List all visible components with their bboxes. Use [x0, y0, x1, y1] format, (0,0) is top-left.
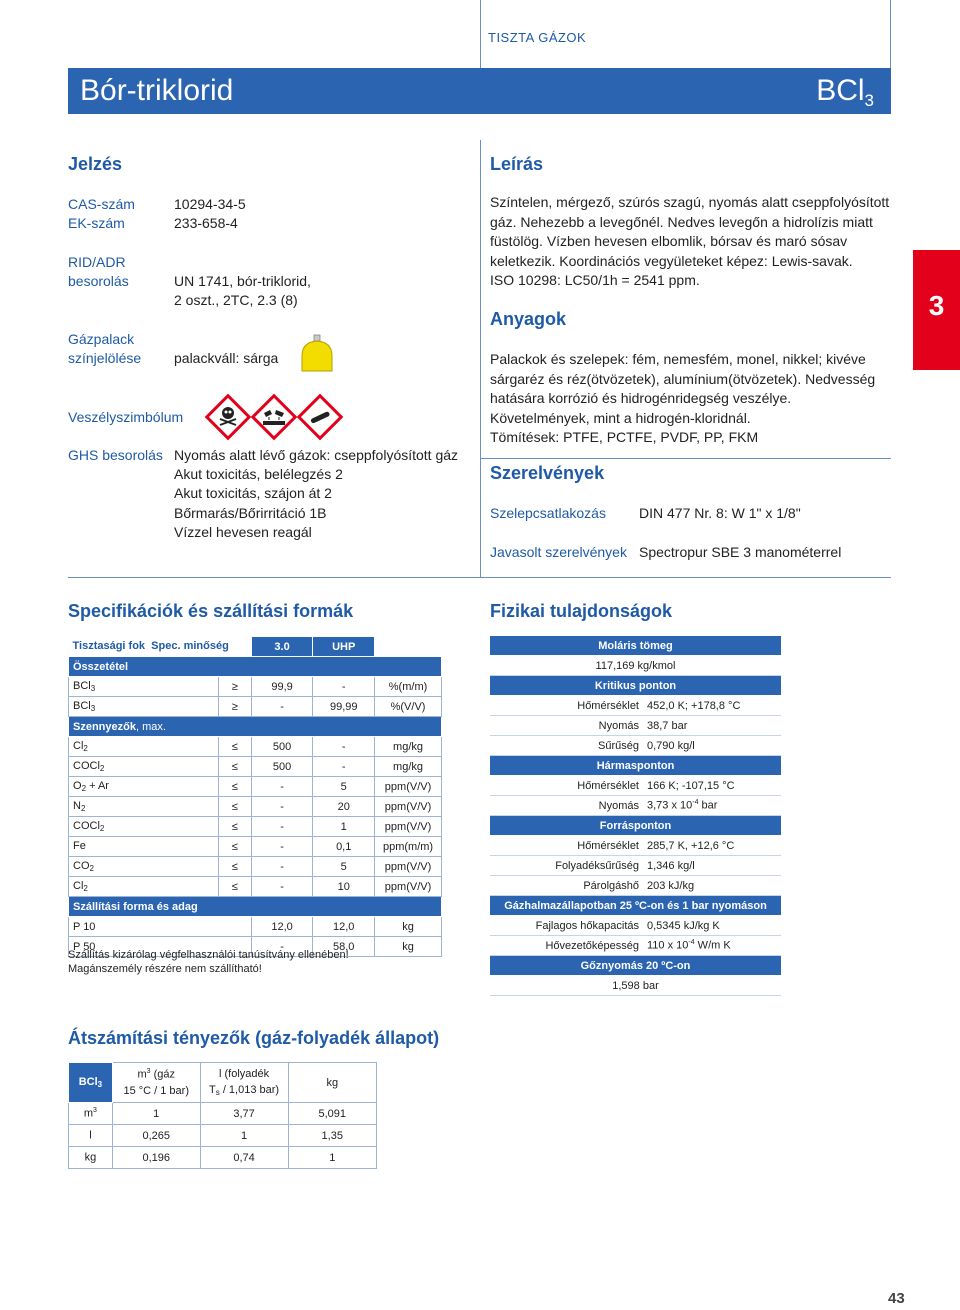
- anyagok-line: Követelmények, mint a hidrogén-kloridnál.: [490, 409, 751, 426]
- cas-label: CAS-szám: [68, 196, 135, 212]
- imp-v2: 5: [313, 857, 375, 877]
- corrosion-icon: [250, 393, 298, 441]
- anyagok-heading: Anyagok: [490, 309, 567, 329]
- delivery-header: [69, 897, 442, 917]
- vapor-value: 1,598 bar: [490, 976, 781, 996]
- boil-temp-label: Hőmérséklet: [490, 836, 643, 856]
- spec-table: [68, 636, 442, 957]
- boil-dens-value: 1,346 kg/l: [643, 856, 781, 876]
- composition-rows: [69, 677, 442, 717]
- imp-formula: Fe: [73, 840, 86, 852]
- imp-formula: O: [73, 780, 82, 792]
- skull-crossbones-icon: [204, 393, 252, 441]
- imp-name: [69, 877, 219, 897]
- boil-dens-label: Folyadéksűrűség: [490, 856, 643, 876]
- comp-name: [69, 697, 219, 717]
- imp-unit: ppm(m/m): [375, 837, 442, 857]
- delivery-head-cell: Szállítási forma és adag: [69, 897, 442, 917]
- imp-sub: 2: [89, 864, 94, 873]
- boil-heat-row: [490, 876, 781, 896]
- crit-press-value: 38,7 bar: [643, 716, 781, 736]
- gas-cp-label: Fajlagos hőkapacitás: [490, 916, 643, 936]
- ghs-line-5: Vízzel hevesen reagál: [174, 524, 312, 540]
- molar-value: 117,169 kg/kmol: [490, 656, 781, 676]
- tri-press-exp: -4: [692, 799, 699, 807]
- top-divider: [480, 0, 481, 68]
- impurities-header: [69, 717, 442, 737]
- crit-dens-value: 0,790 kg/l: [643, 736, 781, 756]
- section-label: TISZTA GÁZOK: [488, 30, 587, 45]
- conv-row-unit: l: [89, 1129, 92, 1142]
- molar-row: [490, 656, 781, 676]
- grade-3-0-head: 3.0: [251, 637, 313, 657]
- imp-v1: -: [251, 877, 313, 897]
- conv-col-liquid-line1: l (folyadék: [219, 1068, 270, 1080]
- leiras-heading: Leírás: [490, 154, 544, 174]
- anyagok-line: sárgaréz és réz(ötvözetek), alumínium(ötvözetek). Nedvesség: [490, 370, 876, 387]
- tri-temp-label: Hőmérséklet: [490, 776, 643, 796]
- imp-name: [69, 757, 219, 777]
- delivery-row: [69, 917, 442, 937]
- ghs-label: GHS besorolás: [68, 447, 163, 463]
- cylinder-shoulder-icon: [300, 334, 334, 372]
- del-v1: 12,0: [251, 917, 313, 937]
- conv-cell: 1: [112, 1103, 200, 1125]
- vapor-row: [490, 976, 781, 996]
- leiras-line: füstölög. Vízben hevesen elbomlik, bórsav és maró sósav: [490, 233, 848, 249]
- imp-sub: 2: [83, 744, 88, 753]
- conv-cell: 0,74: [200, 1147, 288, 1169]
- impurities-head-cell: [69, 717, 442, 737]
- imp-op: ≤: [218, 797, 251, 817]
- imp-v2: 20: [313, 797, 375, 817]
- anyagok-text: [490, 350, 892, 448]
- imp-v2: -: [313, 757, 375, 777]
- gas-k-row: [490, 936, 781, 956]
- tri-temp-row: [490, 776, 781, 796]
- del-v2: 12,0: [313, 917, 375, 937]
- rid-label-1: RID/ADR: [68, 254, 126, 270]
- leiras-line: gáz. Nehezebb a levegőnél. Nedves levegőn a hidrolízis miatt: [490, 213, 873, 230]
- ghs-line-2: Akut toxicitás, belélegzés 2: [174, 466, 343, 482]
- conv-corner: [69, 1063, 113, 1103]
- impurities-title: Szennyezők: [73, 720, 136, 733]
- imp-unit: ppm(V/V): [375, 797, 442, 817]
- imp-v2: 10: [313, 877, 375, 897]
- comp-v1: 99,9: [251, 677, 313, 697]
- spec-head-empty: [375, 637, 442, 657]
- crit-temp-label: Hőmérséklet: [490, 696, 643, 716]
- phys-heading: Fizikai tulajdonságok: [490, 601, 673, 621]
- conv-corner-text: BCl: [78, 1076, 98, 1088]
- purity-label: Tisztasági fok: [72, 640, 146, 653]
- crit-press-row: [490, 716, 781, 736]
- imp-unit: mg/kg: [375, 757, 442, 777]
- comp-name: [69, 677, 219, 697]
- comp-sub: 3: [90, 684, 96, 693]
- szerelvenyek-heading: Szerelvények: [490, 463, 605, 483]
- imp-name: [69, 797, 219, 817]
- imp-sub: 2: [81, 784, 87, 793]
- conv-col-gas-m: m: [137, 1068, 147, 1081]
- recommended-label: Javasolt szerelvények: [490, 544, 627, 560]
- conv-row-sup: 3: [93, 1107, 97, 1115]
- conv-table: [68, 1062, 377, 1169]
- imp-v2: 0,1: [313, 837, 375, 857]
- leiras-text: [490, 193, 892, 291]
- boil-heat-label: Párolgáshő: [490, 876, 643, 896]
- formula-title: [816, 72, 874, 120]
- cylinder-value: palackváll: sárga: [174, 350, 279, 366]
- anyagok-line: Tömítések: PTFE, PCTFE, PVDF, PP, FKM: [490, 429, 759, 445]
- cylinder-label-2: színjelölése: [68, 350, 142, 366]
- conv-row-label: [69, 1125, 113, 1147]
- spec-head-cell: [69, 637, 252, 657]
- imp-op: ≤: [218, 817, 251, 837]
- conv-col-gas-line1: [114, 1068, 199, 1081]
- vapor-header: [490, 956, 781, 976]
- imp-op: ≤: [218, 737, 251, 757]
- boil-heat-value: 203 kJ/kg: [643, 876, 781, 896]
- imp-v1: -: [251, 797, 313, 817]
- gas-cylinder-icon: [296, 393, 344, 441]
- boil-temp-value: 285,7 K, +12,6 °C: [643, 836, 781, 856]
- comp-unit: %(V/V): [375, 697, 442, 717]
- column-divider: [480, 140, 481, 578]
- ghs-line-1: Nyomás alatt lévő gázok: cseppfolyósított gáz: [174, 447, 459, 463]
- ek-label: EK-szám: [68, 215, 125, 231]
- del-name: P 10: [69, 917, 252, 937]
- imp-v1: -: [251, 777, 313, 797]
- composition-header: [69, 657, 442, 677]
- conv-row: [69, 1125, 377, 1147]
- leiras-line: Színtelen, mérgező, szúrós szagú, nyomás alatt cseppfolyósított: [490, 194, 890, 210]
- tri-press-row: [490, 796, 781, 816]
- imp-v1: -: [251, 817, 313, 837]
- imp-sub: 2: [99, 824, 105, 833]
- spec-heading: Specifikációk és szállítási formák: [68, 601, 354, 621]
- comp-op: ≥: [218, 697, 251, 717]
- composition-head-cell: Összetétel: [69, 657, 442, 677]
- imp-sub: 2: [80, 804, 86, 813]
- critical-head-cell: Kritikus ponton: [490, 676, 781, 696]
- crit-temp-value: 452,0 K; +178,8 °C: [643, 696, 781, 716]
- gas-k-unit: W/m K: [694, 939, 731, 952]
- page-title: Bór-triklorid: [80, 74, 234, 107]
- imp-name: [69, 837, 219, 857]
- tri-press-value: 3,73 x 10: [647, 799, 693, 812]
- composition-row: [69, 677, 442, 697]
- conv-col-liquid-line2: [202, 1084, 287, 1097]
- imp-name: [69, 817, 219, 837]
- conv-row: [69, 1147, 377, 1169]
- gas-k-cell: [643, 936, 781, 956]
- anyagok-line: Palackok és szelepek: fém, nemesfém, monel, nikkel; kivéve: [490, 351, 866, 367]
- molar-header: [490, 636, 781, 656]
- comp-op: ≥: [218, 677, 251, 697]
- crit-dens-row: [490, 736, 781, 756]
- boil-dens-row: [490, 856, 781, 876]
- impurity-row: [69, 857, 442, 877]
- rid-value-1: UN 1741, bór-triklorid,: [174, 273, 311, 289]
- del-unit: kg: [375, 917, 442, 937]
- imp-op: ≤: [218, 837, 251, 857]
- imp-v2: 1: [313, 817, 375, 837]
- imp-v2: -: [313, 737, 375, 757]
- conv-row-label: [69, 1147, 113, 1169]
- conv-col-gas-rest: (gáz: [150, 1068, 175, 1081]
- imp-formula: Cl: [73, 880, 84, 892]
- spec-note-2: Magánszemély részére nem szállítható!: [68, 963, 262, 975]
- triple-header: [490, 756, 781, 776]
- molar-head-cell: Moláris tömeg: [490, 636, 781, 656]
- imp-suffix: + Ar: [86, 780, 109, 792]
- imp-sub: 2: [83, 884, 88, 893]
- triple-head-cell: Hármasponton: [490, 756, 781, 776]
- gas-k-exp: -4: [688, 939, 695, 947]
- comp-v2: 99,99: [313, 697, 375, 717]
- gas-head-cell: Gázhalmazállapotban 25 ºC-on és 1 bar nyomáson: [490, 896, 781, 916]
- gas-cp-row: [490, 916, 781, 936]
- imp-unit: ppm(V/V): [375, 817, 442, 837]
- ek-value: 233-658-4: [174, 215, 238, 231]
- imp-unit: ppm(V/V): [375, 777, 442, 797]
- spec-note-1: Szállítás kizárólag végfelhasználói tanúsítvány ellenében!: [68, 949, 349, 961]
- formula-sub: 3: [864, 91, 874, 110]
- imp-op: ≤: [218, 877, 251, 897]
- comp-formula: BCl: [73, 700, 91, 712]
- cylinder-label-1: Gázpalack: [68, 331, 135, 347]
- conv-row-label: [69, 1103, 113, 1125]
- boil-header: [490, 816, 781, 836]
- leiras-line: ISO 10298: LC50/1h = 2541 ppm.: [490, 272, 700, 288]
- impurity-row: [69, 837, 442, 857]
- formula-text: BCl: [816, 74, 865, 107]
- crit-dens-label: Sűrűség: [490, 736, 643, 756]
- gas-cp-value: 0,5345 kJ/kg K: [643, 916, 781, 936]
- main-bottom-divider: [68, 577, 891, 578]
- page-number: 43: [888, 1290, 905, 1307]
- conv-col-kg: kg: [288, 1063, 377, 1103]
- conv-col-gas-sup: 3: [146, 1068, 151, 1076]
- del-v1: -: [251, 937, 313, 957]
- impurity-row: [69, 757, 442, 777]
- composition-row: [69, 697, 442, 717]
- spec-quality-label: Spec. minőség: [151, 640, 229, 653]
- conv-col-liquid-t: T: [209, 1084, 216, 1096]
- imp-v2: 5: [313, 777, 375, 797]
- conv-cell: 0,265: [112, 1125, 200, 1147]
- comp-formula: BCl: [73, 680, 91, 692]
- connection-label: Szelepcsatlakozás: [490, 505, 606, 521]
- imp-unit: ppm(V/V): [375, 857, 442, 877]
- conv-row-unit: m: [83, 1107, 94, 1120]
- jelzes-heading: Jelzés: [68, 154, 123, 174]
- conv-col-liquid-sub: s: [215, 1088, 220, 1097]
- conv-cell: 1: [200, 1125, 288, 1147]
- hazard-symbol-label: Veszélyszimbólum: [68, 409, 184, 425]
- impurities-suffix: , max.: [135, 720, 166, 733]
- imp-unit: mg/kg: [375, 737, 442, 757]
- conv-corner-sub: 3: [97, 1080, 103, 1089]
- conv-cell: 0,196: [112, 1147, 200, 1169]
- imp-v1: 500: [251, 757, 313, 777]
- top-right-divider: [890, 0, 891, 68]
- imp-op: ≤: [218, 857, 251, 877]
- comp-v1: -: [251, 697, 313, 717]
- imp-op: ≤: [218, 757, 251, 777]
- gas-k-value: 110 x 10: [647, 939, 689, 952]
- rid-value-2: 2 oszt., 2TC, 2.3 (8): [174, 292, 298, 308]
- gas-header: [490, 896, 781, 916]
- conv-cell: 1: [288, 1147, 377, 1169]
- grade-uhp-head: UHP: [313, 637, 375, 657]
- anyagok-divider: [480, 458, 891, 459]
- imp-v1: -: [251, 857, 313, 877]
- crit-temp-row: [490, 696, 781, 716]
- imp-formula: COCl: [73, 760, 100, 772]
- del-name: P 50: [69, 937, 252, 957]
- ghs-line-4: Bőrmarás/Bőrirritáció 1B: [174, 505, 327, 521]
- conv-row: [69, 1103, 377, 1125]
- vapor-head-cell: Gőznyomás 20 ºC-on: [490, 956, 781, 976]
- imp-name: [69, 737, 219, 757]
- critical-header: [490, 676, 781, 696]
- connection-value: DIN 477 Nr. 8: W 1" x 1/8": [639, 505, 801, 521]
- boil-temp-row: [490, 836, 781, 856]
- impurity-row: [69, 877, 442, 897]
- imp-name: [69, 777, 219, 797]
- conv-heading: Átszámítási tényezők (gáz-folyadék állapot): [68, 1028, 440, 1048]
- imp-sub: 2: [99, 764, 105, 773]
- conv-col-gas: [112, 1063, 200, 1103]
- imp-formula: COCl: [73, 820, 100, 832]
- comp-sub: 3: [90, 704, 96, 713]
- tri-press-label: Nyomás: [490, 796, 643, 816]
- cas-value: 10294-34-5: [174, 196, 246, 212]
- del-unit: kg: [375, 937, 442, 957]
- imp-v1: 500: [251, 737, 313, 757]
- imp-name: [69, 857, 219, 877]
- ghs-line-3: Akut toxicitás, szájon át 2: [174, 485, 332, 501]
- tri-press-cell: [643, 796, 781, 816]
- conv-cell: 1,35: [288, 1125, 377, 1147]
- impurity-row: [69, 737, 442, 757]
- tri-press-unit: bar: [698, 799, 718, 812]
- imp-formula: CO: [73, 860, 90, 872]
- conv-cell: 3,77: [200, 1103, 288, 1125]
- recommended-value: Spectropur SBE 3 manométerrel: [639, 544, 842, 560]
- conv-row-unit: kg: [84, 1151, 97, 1164]
- crit-press-label: Nyomás: [490, 716, 643, 736]
- leiras-line: keletkezik. Koordinációs vegyületeket képez: Lewis-savak.: [490, 252, 853, 269]
- tri-temp-value: 166 K; -107,15 °C: [643, 776, 781, 796]
- conv-col-gas-line2: 15 °C / 1 bar): [123, 1084, 189, 1097]
- chapter-tab-number: 3: [928, 290, 945, 321]
- comp-unit: %(m/m): [375, 677, 442, 697]
- phys-table: [490, 636, 781, 996]
- conv-cell: 5,091: [288, 1103, 377, 1125]
- impurity-rows: [69, 737, 442, 897]
- conv-col-liquid-rest: / 1,013 bar): [219, 1084, 280, 1096]
- imp-unit: ppm(V/V): [375, 877, 442, 897]
- anyagok-line: hatására korrózió és hidrogénridegség veszélye.: [490, 390, 792, 406]
- boil-head-cell: Forrásponton: [490, 816, 781, 836]
- del-v2: 58,0: [313, 937, 375, 957]
- gas-k-label: Hővezetőképesség: [490, 936, 643, 956]
- impurity-row: [69, 797, 442, 817]
- conv-rows: [69, 1103, 377, 1169]
- spec-header-row: [69, 637, 442, 657]
- imp-formula: N: [73, 800, 81, 812]
- conv-header-row: [69, 1063, 377, 1103]
- imp-op: ≤: [218, 777, 251, 797]
- comp-v2: -: [313, 677, 375, 697]
- impurity-row: [69, 817, 442, 837]
- imp-v1: -: [251, 837, 313, 857]
- imp-formula: Cl: [73, 740, 84, 752]
- rid-label-2: besorolás: [68, 273, 129, 289]
- conv-col-liquid: [200, 1063, 288, 1103]
- impurity-row: [69, 777, 442, 797]
